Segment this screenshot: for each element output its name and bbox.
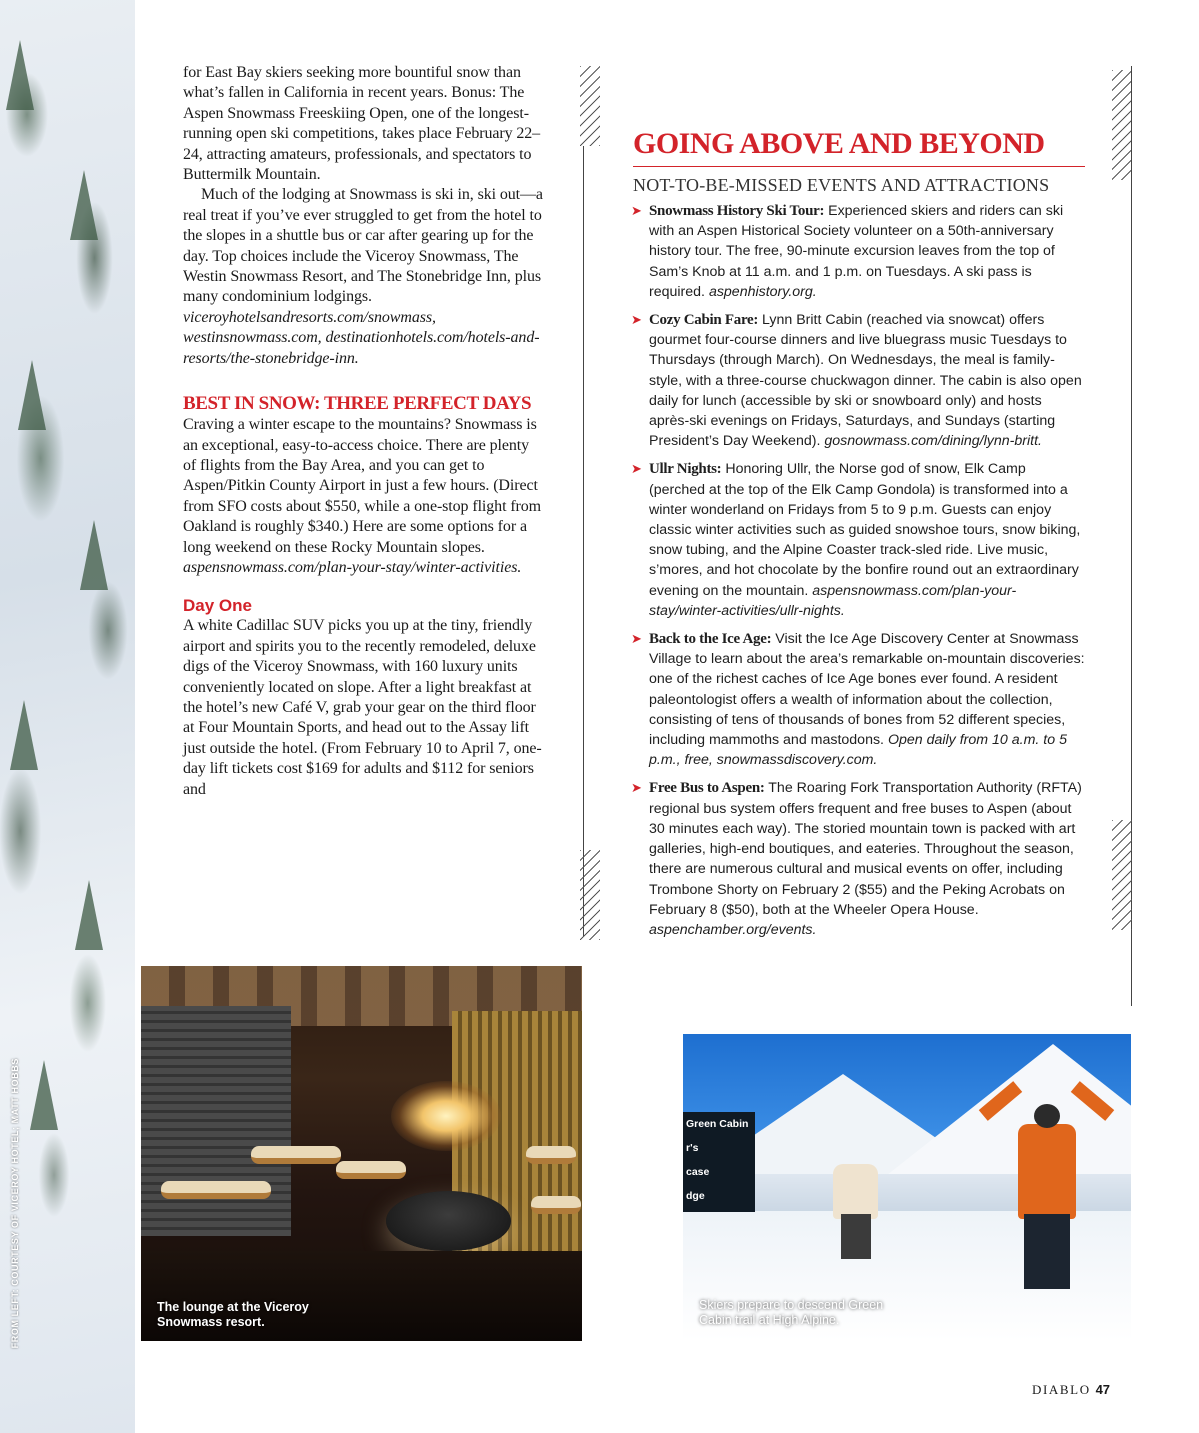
hatch-decoration: [580, 66, 600, 146]
event-text: Visit the Ice Age Discovery Center at Snowmass Village to learn about the area’s remarkable on-mountain discoveries: one of the richest caches of Ice Age bones ever found. A resident paleontologist offers a wealth of information about the collection, consisting of tens of thousands of bones from 52 different species, including mammoths and mastodons.: [649, 631, 1085, 749]
event-item: [633, 778, 1085, 940]
skier-figure: [1018, 1124, 1076, 1219]
event-text: Honoring Ullr, the Norse god of snow, Elk Camp (perched at the top of the Elk Camp Gondola) is transformed into a winter wonderland on Fridays from 5 to 9 p.m. Guests can enjoy classic winter activities such as guided snowshoe tours, snow biking, snow tubing, and the Alpine Coaster track-sled ride. Live music, s’mores, and hot chocolate by the bonfire round out an extraordinary evening on the mountain.: [649, 461, 1081, 599]
tree-shape: [30, 1060, 58, 1130]
photo-credit: FROM LEFT: COURTESY OF VICEROY HOTEL; MATT HOBBS: [10, 1057, 20, 1348]
hatch-decoration: [1112, 70, 1132, 180]
hatch-decoration: [1112, 820, 1132, 930]
event-link[interactable]: Open daily from 10 a.m. to 5 p.m., free, snowmassdiscovery.com.: [649, 732, 1067, 769]
event-link[interactable]: aspenchamber.org/events.: [649, 921, 817, 938]
event-title: Ullr Nights:: [649, 461, 722, 478]
event-item: [633, 629, 1085, 770]
event-item: [633, 310, 1085, 451]
event-item: [633, 201, 1085, 302]
column-rule: [583, 146, 584, 936]
lounge-chair-shape: [251, 1146, 341, 1164]
sign-text: r's: [686, 1142, 699, 1154]
event-text: Experienced skiers and riders can ski with an Aspen Historical Society volunteer on a 50th-anniversary history tour. The free, 90-minute excursion leaves from the top of Sam’s Knob at 11 a.m. and 1 p.m. on Tuesdays. A ski pass is required.: [649, 203, 1064, 300]
lounge-photo: [141, 966, 582, 1341]
event-text: The Roaring Fork Transportation Authority (RFTA) regional bus system offers frequent and free buses to Aspen (about 30 minutes each way). The storied mountain town is packed with art galleries, high-end boutiques, and eateries. Throughout the season, there are numerous cultural and musical events on offer, including Trombone Shorty on February 2 ($55) and the Peking Acrobats on February 8 ($50), both at the Wheeler Opera House.: [649, 780, 1082, 918]
tree-shape: [75, 880, 103, 950]
trail-sign: [683, 1112, 755, 1212]
tree-shape: [6, 40, 34, 110]
event-title: Snowmass History Ski Tour:: [649, 203, 825, 219]
event-title: Free Bus to Aspen:: [649, 780, 765, 797]
day-heading: Day One: [183, 596, 252, 616]
fireplace-table-shape: [386, 1191, 511, 1251]
page-number: 47: [1095, 1382, 1111, 1397]
tree-shape: [18, 360, 46, 430]
activities-link[interactable]: aspensnowmass.com/plan-your-stay/winter-activities.: [183, 558, 522, 576]
event-title: Back to the Ice Age:: [649, 631, 772, 648]
section-heading: BEST IN SNOW: THREE PERFECT DAYS: [183, 393, 532, 415]
arrow-bullet-icon: ➤: [631, 203, 642, 218]
lounge-chair-shape: [336, 1161, 406, 1179]
sign-text: case: [686, 1166, 710, 1178]
magazine-name: DIABLO: [1032, 1382, 1091, 1397]
lounge-chair-shape: [526, 1146, 576, 1164]
sign-text: dge: [686, 1190, 705, 1202]
tree-shape: [10, 700, 38, 770]
arrow-bullet-icon: ➤: [631, 780, 642, 796]
events-list: [633, 201, 1085, 940]
sidebar-title: GOING ABOVE AND BEYOND: [633, 126, 1085, 167]
article-paragraph: [183, 415, 543, 578]
events-sidebar: [633, 126, 1085, 948]
arrow-bullet-icon: ➤: [631, 312, 642, 328]
lounge-chair-shape: [531, 1196, 581, 1214]
event-item: [633, 459, 1085, 621]
lodging-links[interactable]: viceroyhotelsandresorts.com/snowmass, westinsnowmass.com, destinationhotels.com/hotels-and-resorts/the-stonebridge-inn.: [183, 308, 540, 367]
event-link[interactable]: aspensnowmass.com/plan-your-stay/winter-activities/ullr-nights.: [649, 582, 1017, 619]
article-paragraph: A white Cadillac SUV picks you up at the tiny, friendly airport and spirits you to the recently remodeled, deluxe digs of the Viceroy Snowmass, with 160 luxury units conveniently located on slope. After a light breakfast at the hotel’s new Café V, grab your gear on the third floor at Four Mountain Sports, and head out to the Assay lift just outside the hotel. (From February 10 to April 7, one-day lift tickets cost $169 for adults and $112 for seniors and: [183, 617, 542, 798]
photo-caption: The lounge at the Viceroy Snowmass resort.: [157, 1300, 309, 1329]
article-paragraph: [183, 185, 543, 369]
hatch-decoration: [580, 850, 600, 940]
stone-wall-shape: [141, 1006, 291, 1236]
article-column: [183, 63, 543, 800]
lounge-chair-shape: [161, 1181, 271, 1199]
page-folio: [1032, 1382, 1110, 1398]
arrow-bullet-icon: ➤: [631, 631, 642, 647]
tree-shape: [80, 520, 108, 590]
sidebar-subtitle: NOT-TO-BE-MISSED EVENTS AND ATTRACTIONS: [633, 175, 1050, 195]
paragraph-text: Much of the lodging at Snowmass is ski in, ski out—a real treat if you’ve ever struggled to get from the hotel to the slopes in a shuttle bus or car after gearing up for the day. Top choices include the Viceroy Snowmass, The Westin Snowmass Resort, and The Stonebridge Inn, plus many condominium lodgings.: [183, 186, 543, 306]
event-text: Lynn Britt Cabin (reached via snowcat) offers gourmet four-course dinners and live bluegrass music Tuesdays to Thursdays (through March). On Wednesdays, the meal is family-style, with a three-course chuckwagon dinner. The cabin is also open daily for lunch (accessible by ski or snowboard only) and hosts après-ski evenings on Fridays, Saturdays, and Sundays (starting President’s Day Weekend).: [649, 312, 1082, 450]
event-title: Cozy Cabin Fare:: [649, 312, 759, 329]
chandelier-shape: [391, 1081, 501, 1151]
paragraph-text: Craving a winter escape to the mountains? Snowmass is an exceptional, easy-to-access choice. There are plenty of flights from the Bay Area, and you can get to Aspen/Pitkin County Airport in just a few hours. (Direct from SFO costs about $550, while a one-stop flight from Oakland is roughly $340.) Here are some options for a long weekend on these Rocky Mountain slopes.: [183, 416, 542, 556]
event-link[interactable]: gosnowmass.com/dining/lynn-britt.: [824, 433, 1042, 450]
mountain-shape: [863, 1044, 1131, 1194]
event-link[interactable]: aspenhistory.org.: [708, 283, 817, 300]
arrow-bullet-icon: ➤: [631, 461, 642, 477]
sign-text: Green Cabin: [686, 1118, 749, 1130]
skier-figure: [833, 1164, 878, 1219]
tree-shape: [70, 170, 98, 240]
photo-caption: Skiers prepare to descend Green Cabin trail at High Alpine.: [699, 1298, 884, 1327]
article-paragraph: for East Bay skiers seeking more bountiful snow than what’s fallen in California in recent years. Bonus: The Aspen Snowmass Freeskiing Open, one of the longest-running open ski competitions, takes place February 22–24, attracting amateurs, professionals, and spectators to Buttermilk Mountain.: [183, 64, 541, 184]
skiers-photo: [683, 1034, 1131, 1341]
forest-photo-strip: [0, 0, 135, 1433]
